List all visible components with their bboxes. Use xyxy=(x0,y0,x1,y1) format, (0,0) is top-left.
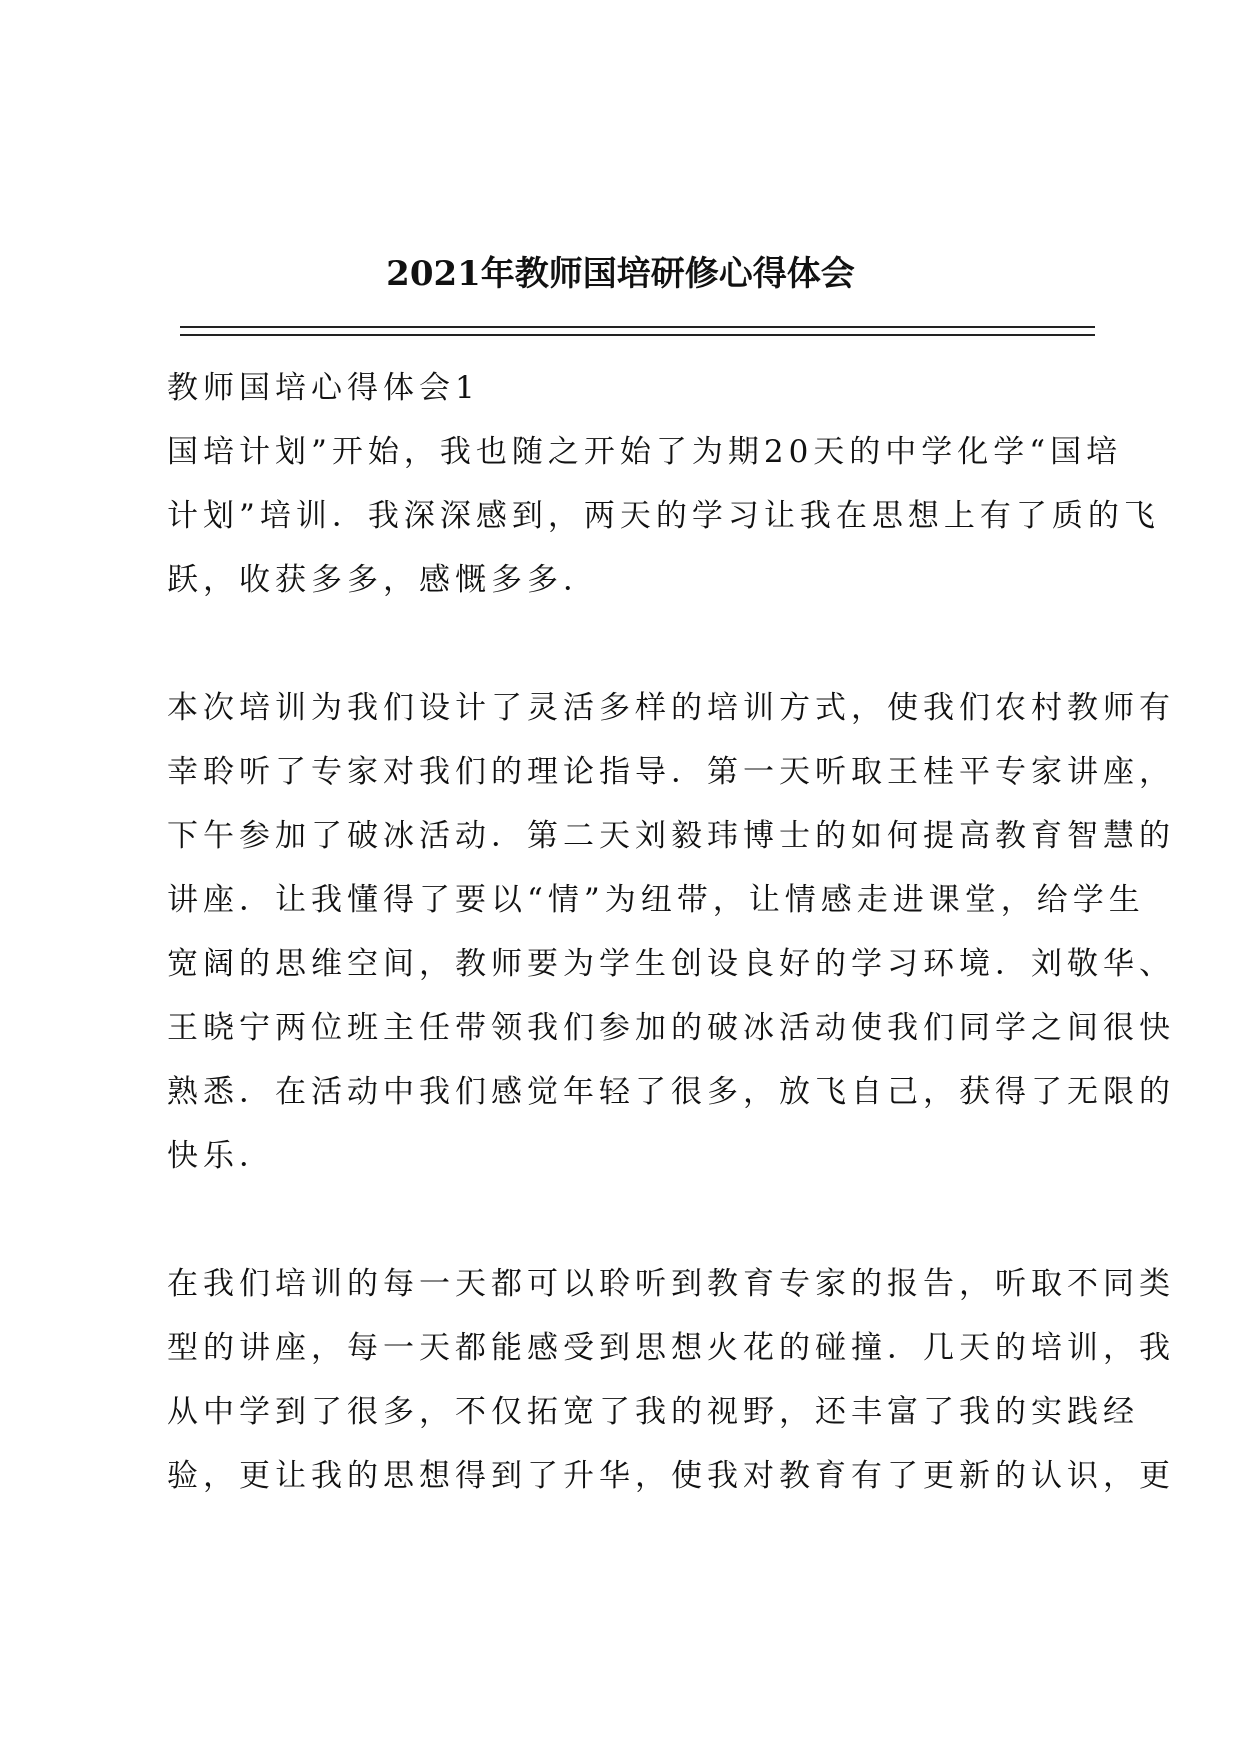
paragraph-line: 王晓宁两位班主任带领我们参加的破冰活动使我们同学之间很快 xyxy=(167,1010,1175,1046)
document-title: 2021年教师国培研修心得体会 xyxy=(386,254,855,294)
paragraph-line: 跃，收获多多，感慨多多． xyxy=(167,562,599,598)
paragraph-line: 验，更让我的思想得到了升华，使我对教育有了更新的认识，更 xyxy=(167,1458,1175,1494)
paragraph-2 xyxy=(167,676,1175,1188)
paragraph-line: 宽阔的思维空间，教师要为学生创设良好的学习环境．刘敬华、 xyxy=(167,946,1175,982)
paragraph-line: 国培计划”开始，我也随之开始了为期20天的中学化学“国培 xyxy=(167,434,1123,470)
paragraph-1 xyxy=(167,420,1160,612)
paragraph-line: 下午参加了破冰活动．第二天刘毅玮博士的如何提高教育智慧的 xyxy=(167,818,1175,854)
paragraph-line: 计划”培训．我深深感到，两天的学习让我在思想上有了质的飞 xyxy=(167,498,1160,534)
paragraph-line: 型的讲座，每一天都能感受到思想火花的碰撞．几天的培训，我 xyxy=(167,1330,1175,1366)
paragraph-3 xyxy=(167,1252,1175,1508)
paragraph-line: 本次培训为我们设计了灵活多样的培训方式，使我们农村教师有 xyxy=(167,690,1175,726)
paragraph-line: 快乐． xyxy=(167,1138,275,1174)
paragraph-line: 从中学到了很多，不仅拓宽了我的视野，还丰富了我的实践经 xyxy=(167,1394,1139,1430)
paragraph-line: 熟悉．在活动中我们感觉年轻了很多，放飞自己，获得了无限的 xyxy=(167,1074,1175,1110)
title-double-rule xyxy=(180,326,1095,336)
paragraph-line: 讲座．让我懂得了要以“情”为纽带，让情感走进课堂，给学生 xyxy=(167,882,1145,918)
paragraph-line: 幸聆听了专家对我们的理论指导．第一天听取王桂平专家讲座， xyxy=(167,754,1175,790)
paragraph-line: 在我们培训的每一天都可以聆听到教育专家的报告，听取不同类 xyxy=(167,1266,1175,1302)
section-heading: 教师国培心得体会1 xyxy=(167,370,480,406)
document-body xyxy=(167,356,1175,1572)
